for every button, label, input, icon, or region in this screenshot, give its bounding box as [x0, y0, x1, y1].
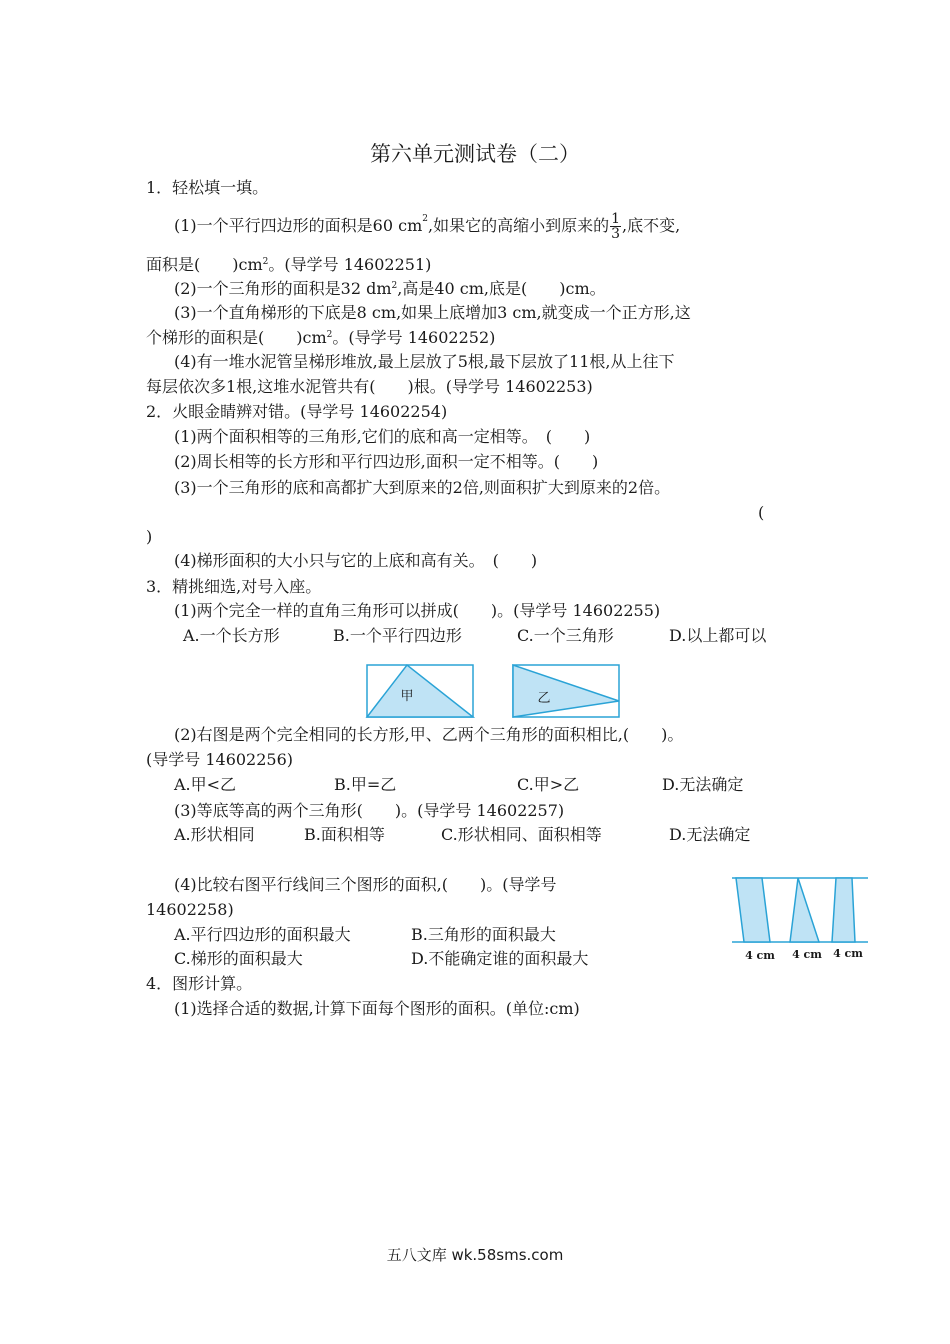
- section-4-heading: 4．图形计算。: [146, 974, 253, 993]
- rectangle-yi: [513, 665, 619, 717]
- s2-q4: (4)梯形面积的大小只与它的上底和高有关。 ( ): [174, 551, 538, 570]
- label-yi: 乙: [537, 691, 551, 706]
- s2-q3-answer-open: (: [758, 503, 765, 522]
- page-title: 第六单元测试卷（二）: [370, 142, 580, 166]
- s2-q3-answer-close: ): [146, 527, 153, 546]
- s3-q2-ref: (导学号 14602256): [146, 750, 294, 769]
- s1-q3-line2: 个梯形的面积是( )$cm^2$。(导学号 14602252): [146, 328, 496, 347]
- s3-q4-option-a: A.平行四边形的面积最大: [174, 925, 351, 944]
- s3-q4: (4)比较右图平行线间三个图形的面积,( )。(导学号: [174, 875, 557, 894]
- s1-q1-line2: 面积是( )$cm^2$。(导学号 14602251): [146, 255, 432, 274]
- section-2-heading: 2．火眼金睛辨对错。(导学号 14602254): [146, 402, 448, 421]
- s3-q1-option-d: D.以上都可以: [669, 626, 767, 645]
- s1-q2: (2)一个三角形的面积是32 $dm^2$,高是40 cm,底是( )cm。: [174, 279, 606, 298]
- s2-q2: (2)周长相等的长方形和平行四边形,面积一定不相等。( ): [174, 452, 599, 471]
- rectangles-figure: [360, 660, 630, 722]
- rectangle-jia: [367, 665, 473, 717]
- fraction-one-third: $\frac{1}{3}$: [611, 211, 620, 242]
- width-label-2: 4 cm: [792, 948, 822, 961]
- width-label-3: 4 cm: [833, 947, 863, 960]
- s3-q2-option-a: A.甲<乙: [174, 775, 237, 794]
- width-label-1: 4 cm: [745, 949, 775, 962]
- s3-q1-option-b: B.一个平行四边形: [333, 626, 462, 645]
- s1-q4-line1: (4)有一堆水泥管呈梯形堆放,最上层放了5根,最下层放了11根,从上往下: [174, 352, 675, 371]
- s1-q1-line1: (1)一个平行四边形的面积是60 $cm^2$,如果它的高缩小到原来的 $\frac{1}{3}$ ,底不变,: [174, 211, 681, 242]
- parallelogram-shape: [736, 878, 770, 942]
- s3-q3: (3)等底等高的两个三角形( )。(导学号 14602257): [174, 801, 565, 820]
- section-1-heading: 1．轻松填一填。: [146, 178, 269, 197]
- s3-q3-option-d: D.无法确定: [669, 825, 751, 844]
- s3-q3-option-a: A.形状相同: [174, 825, 255, 844]
- s3-q4-option-b: B.三角形的面积最大: [411, 925, 556, 944]
- s3-q2: (2)右图是两个完全相同的长方形,甲、乙两个三角形的面积相比,( )。: [174, 725, 684, 744]
- s3-q1: (1)两个完全一样的直角三角形可以拼成( )。(导学号 14602255): [174, 601, 661, 620]
- s3-q1-option-c: C.一个三角形: [517, 626, 614, 645]
- s4-q1: (1)选择合适的数据,计算下面每个图形的面积。(单位:cm): [174, 999, 580, 1018]
- s3-q4-ref: 14602258): [146, 900, 234, 919]
- s2-q1: (1)两个面积相等的三角形,它们的底和高一定相等。 ( ): [174, 427, 591, 446]
- s3-q2-option-d: D.无法确定: [662, 775, 744, 794]
- s3-q3-option-c: C.形状相同、面积相等: [441, 825, 602, 844]
- s3-q1-option-a: A.一个长方形: [183, 626, 280, 645]
- s3-q3-option-b: B.面积相等: [304, 825, 385, 844]
- s1-q3-line1: (3)一个直角梯形的下底是8 cm,如果上底增加3 cm,就变成一个正方形,这: [174, 303, 691, 322]
- s1-q4-line2: 每层依次多1根,这堆水泥管共有( )根。(导学号 14602253): [146, 377, 593, 396]
- s2-q3: (3)一个三角形的底和高都扩大到原来的2倍,则面积扩大到原来的2倍。: [174, 478, 671, 497]
- triangle-shape: [790, 878, 819, 942]
- s3-q2-option-b: B.甲=乙: [334, 775, 397, 794]
- s3-q4-option-c: C.梯形的面积最大: [174, 949, 303, 968]
- s3-q2-option-c: C.甲>乙: [517, 775, 580, 794]
- parallel-lines-figure: [728, 870, 870, 966]
- s3-q4-option-d: D.不能确定谁的面积最大: [411, 949, 589, 968]
- section-3-heading: 3．精挑细选,对号入座。: [146, 577, 322, 596]
- label-jia: 甲: [400, 689, 414, 704]
- footer-watermark: 五八文库 wk.58sms.com: [386, 1246, 564, 1264]
- trapezoid-shape: [832, 878, 855, 942]
